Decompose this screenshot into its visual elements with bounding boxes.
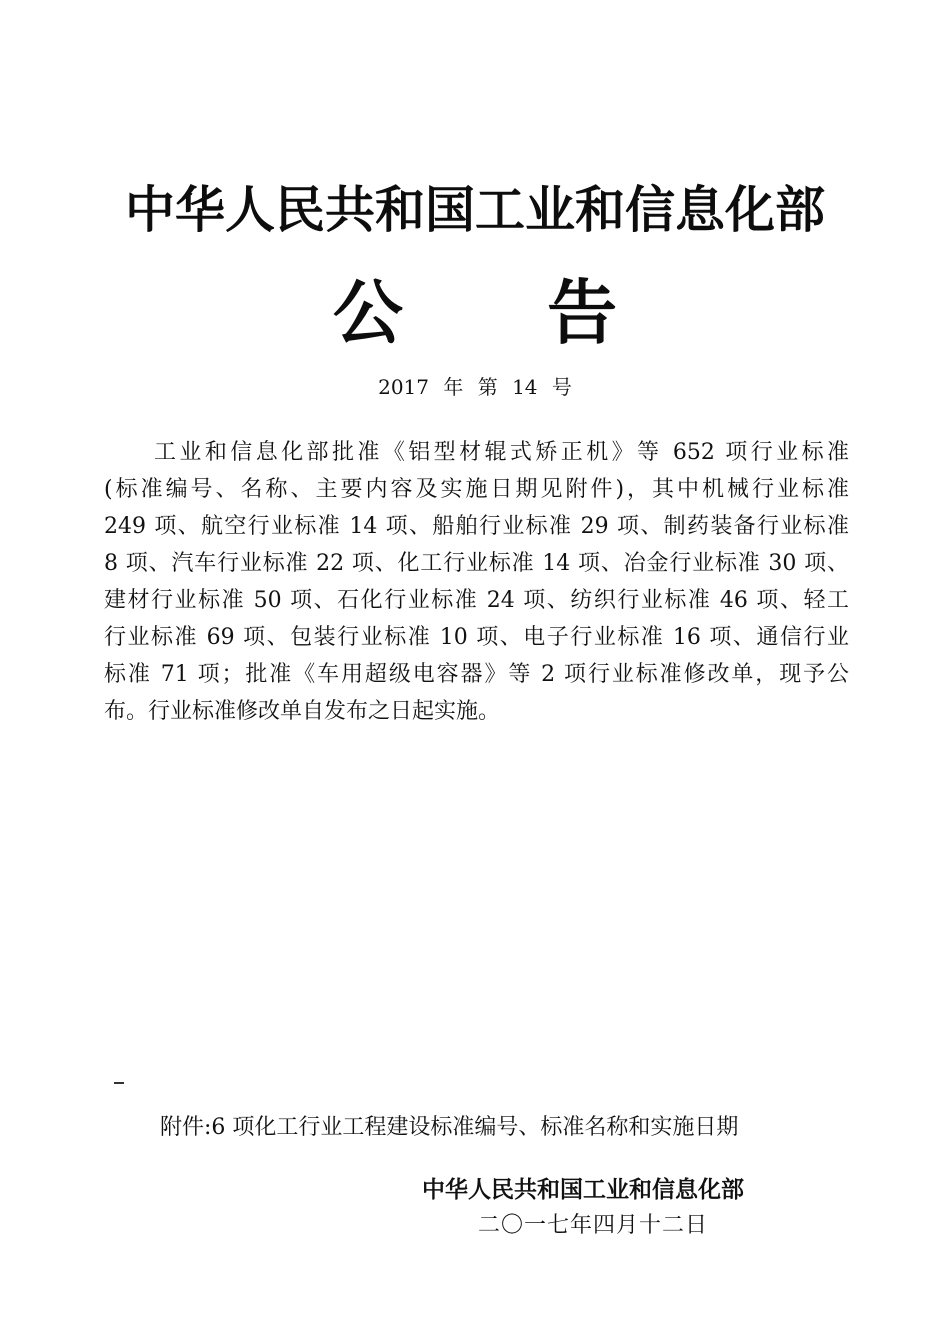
body-line: (标准编号、名称、主要内容及实施日期见附件)，其中机械行业标准	[104, 477, 849, 502]
document-number: 2017 年 第 14 号	[378, 375, 572, 399]
signature-issuer: 中华人民共和国工业和信息化部	[422, 1177, 744, 1203]
stray-dash-mark	[114, 1082, 124, 1084]
body-line: 行业标准 69 项、包装行业标准 10 项、电子行业标准 16 项、通信行业	[104, 625, 849, 650]
body-line: 布。行业标准修改单自发布之日起实施。	[104, 699, 501, 724]
body-line: 工业和信息化部批准《铝型材辊式矫正机》等 652 项行业标准	[154, 440, 849, 465]
body-line: 249 项、航空行业标准 14 项、船舶行业标准 29 项、制药装备行业标准	[104, 514, 849, 539]
signature-date: 二〇一七年四月十二日	[478, 1213, 709, 1238]
issuer-title: 中华人民共和国工业和信息化部	[125, 181, 825, 239]
document-type-title: 公 告	[332, 272, 618, 354]
announcement-body	[104, 434, 849, 730]
attachment-note: 附件:6 项化工行业工程建设标准编号、标准名称和实施日期	[160, 1115, 739, 1140]
body-line: 标准 71 项；批准《车用超级电容器》等 2 项行业标准修改单，现予公	[104, 662, 849, 687]
body-line: 建材行业标准 50 项、石化行业标准 24 项、纺织行业标准 46 项、轻工	[104, 588, 849, 613]
body-line: 8 项、汽车行业标准 22 项、化工行业标准 14 项、冶金行业标准 30 项、	[104, 551, 849, 576]
